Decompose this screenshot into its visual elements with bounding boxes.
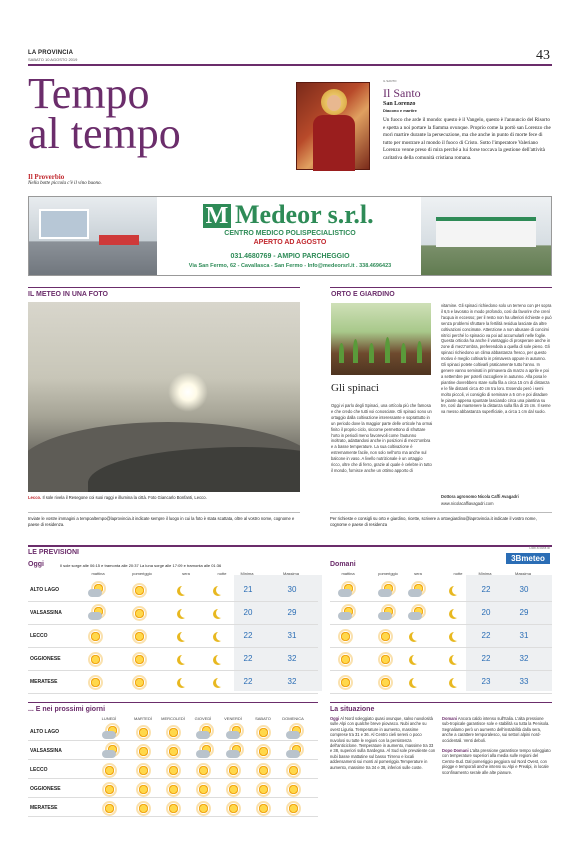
santo-name: San Lorenzo <box>383 101 416 107</box>
prossimi-partly-icon <box>102 725 118 739</box>
meteo-invio-text: Inviate le vostre immagini a tempoaltempo@laprovincia.it indicate sempre il luogo in cui la foto è stata scattata, oltre al vostro nome, cognome e paese di residenza. <box>28 516 295 527</box>
domani-partly-icon <box>338 606 354 620</box>
prossimi-sun-icon <box>286 763 302 777</box>
domani-col-notte: notte <box>453 571 463 576</box>
city-name: VALSASSINA <box>30 748 62 754</box>
issue-date: SABATO 10 AGOSTO 2019 <box>28 57 78 62</box>
domani-moon-icon <box>448 652 464 666</box>
domani-min-temp: 20 <box>481 608 491 617</box>
situazione-rule <box>330 702 552 703</box>
orto-title: Gli spinaci <box>331 382 379 394</box>
prossimi-partly-icon <box>286 725 302 739</box>
prossimi-partly-icon <box>286 744 302 758</box>
prossimi-sun-icon <box>166 725 182 739</box>
oggi-max-temp: 29 <box>287 608 297 617</box>
domani-sun-icon <box>378 675 394 689</box>
prossimi-sun-icon <box>256 782 272 796</box>
city-name: ALTO LAGO <box>30 729 59 735</box>
oggi-min-label: Minima <box>240 571 254 576</box>
oggi-max-temp: 32 <box>287 654 297 663</box>
saint-image <box>296 82 370 170</box>
ad-subtitle: CENTRO MEDICO POLISPECIALISTICO <box>224 230 356 237</box>
city-name: LECCO <box>30 767 48 773</box>
domani-partly-icon <box>408 583 424 597</box>
orto-invio-text: Per richieste e consigli su orto e giardino, ricette, scrivere a ortoegiardino@laprovincia.it indicate il vostro nome, cognome e paese di residenza <box>330 516 537 527</box>
prossimi-sun-icon <box>286 801 302 815</box>
previsioni-heading: LE PREVISIONI <box>28 549 79 556</box>
city-name: OGGIONESE <box>30 656 61 662</box>
orto-column-2: vitamine. Gli spinaci richiedono solo un terreno con pH sopra il 6,5 e lavorato in modo profondo, così da favorire che crenì l'acqua in eccesso; per il resto non ha ulteriori richieste e può senza problemi sfruttare la fertilità residua lasciate da altre coltivazioni concimate. Attenzione a non abusare di concimi nitrici perché lo spinacio va poi ad accumularli nelle foglie. Questa orticola ha anche il vantaggio di prosperare anche in zone di mezz'ombra, preferendola a quella di sole pieno. Gli spinaci richiedono un clima abbastanza fresco, per questo motivo è meglio coltivarlo in primavera oppure in autunno. Gli spinaci potete coltivarli praticamente tutto l'anno. In genere vanno seminati in primavera da marzo a aprile e poi a settembre per poterli raccogliere in autunno. Alla posa le piantine dovrebbero stare sulla fila a circa 15 cm di distanza e le file distanti circa 40 cm tra loro. Essendo però i semi molto piccoli, vi consiglio di seminare a 5 cm e poi diradare le piante appena spuntate lasciando circa una piantina su tre, così da mantenere la distanza sulla fila di 15 cm. Il seme va messo abbastanza superficiale, a circa 1 cm dal suolo. <box>441 303 552 415</box>
domani-moon-icon <box>408 629 424 643</box>
prossimi-sun-icon <box>102 801 118 815</box>
situazione-oggi <box>330 716 436 770</box>
prossimi-sun-icon <box>102 763 118 777</box>
domani-max-temp: 32 <box>519 654 529 663</box>
meteo-photo <box>28 302 300 492</box>
medeor-logo-icon: M <box>203 204 231 228</box>
domani-max-temp: 29 <box>519 608 529 617</box>
domani-moon-icon <box>448 629 464 643</box>
domani-sun-icon <box>338 629 354 643</box>
santo-text: Un fuoco che arde il mondo: questo è il Vangelo, questo è l'annuncio del Risorto e spetta a noi portare la fiamma ovunque. Proprio come la portò san Lorenzo che morì martire durante la persecuzione, ma che anche in punto di morte fece di tutto per mostrare al mondo il fuoco di Cristo. Sotto l'imperatore Valeriano Lorenzo venne preso di mira perché a lui forse toccava la gestione dell'attività caritativa della comunità cristiana romana. <box>383 117 551 161</box>
prossimi-sun-icon <box>136 744 152 758</box>
city-name: OGGIONESE <box>30 786 61 792</box>
proverbio-text: Nella botte piccola c'è il vino buono. <box>28 181 102 186</box>
domani-sun-icon <box>338 675 354 689</box>
domani-sun-icon <box>378 652 394 666</box>
domani-col-pomeriggio: pomeriggio <box>378 571 398 576</box>
meteo-foto-heading: IL METEO IN UNA FOTO <box>28 291 108 298</box>
caption-text: Il sole rivela il Resegone coi suoi raggi e illumina la città. Foto Giancarlo Bonfanti, Lecco. <box>41 495 207 500</box>
domani-col-mattina: mattina <box>341 571 355 576</box>
oggi-heading: Oggi <box>28 561 44 568</box>
header-rule <box>28 64 552 66</box>
domani-max-temp: 30 <box>519 585 529 594</box>
situazione-oggi-text: Al Nord soleggiato quasi ovunque, salvo nuvolosità sulle Alpi con qualche breve piovasco. Nubi anche su ovest Liguria. Temperature in aumento, massime comprese tra 31 e 36. Al Centro cieli sereni o poco nuvolosi su tutte le regioni con la persistenza dell'anticiclone. Temperature in aumento, massime tra 33 e 38, superiori sulla Sardegna. Al Sud sole prevalente con nubi basse mattutine sul basso Tirreno e locali addensamenti sui monti al pomeriggio.Temperature in aumento, massime tra 34 e 38, inferiori sulle coste. <box>330 716 436 770</box>
domani-min-temp: 22 <box>481 654 491 663</box>
prossimi-sun-icon <box>136 782 152 796</box>
prossimi-sun-icon <box>256 763 272 777</box>
domani-min-label: Minima <box>478 571 492 576</box>
prossimi-sun-icon <box>256 725 272 739</box>
prossimi-sun-icon <box>102 782 118 796</box>
day-label: MARTEDÌ <box>134 716 152 721</box>
city-name: MERATESE <box>30 679 58 685</box>
orto-column-1: Oggi vi parlo degli Spinaci, una ortícola più che famosa e che credo che tutti voi conosciate. Gli spinaci sono un ortaggio dalla coltivazione interessante e soprattutto in un periodo dove la maggior parte delle orticole ha ormai finito il proprio ciclo, siccome permettono di sfruttare l'orto in periodi meno favorevoli come l'autunno inoltrato, adattandosi anche in posizioni di mezz'ombra e a basse temperature. La sua coltivazione è estremamente facile, non solo nell'orto ma anche sul balcone in vaso. A livello nutrizionale è un ortaggio ricco, oltre che di ferro, grazie al quale è celebre in tutto il mondo, fornisce anche un ottimo apporto di <box>331 403 433 473</box>
domani-moon-icon <box>448 606 464 620</box>
prossimi-partly-icon <box>196 744 212 758</box>
orto-signature: Dottora agronomo Nicola Caffi Avagadri <box>441 494 519 499</box>
oggi-sun-icon <box>88 629 104 643</box>
domani-moon-icon <box>408 652 424 666</box>
oggi-col-pomeriggio: pomeriggio <box>132 571 152 576</box>
oggi-partly-icon <box>88 583 104 597</box>
domani-partly-icon <box>408 606 424 620</box>
prossimi-sun-icon <box>136 801 152 815</box>
oggi-moon-icon <box>212 606 228 620</box>
prossimi-sun-icon <box>166 801 182 815</box>
prossimi-sun-icon <box>256 801 272 815</box>
situazione-oggi-label: Oggi <box>330 716 340 721</box>
prossimi-sun-icon <box>136 725 152 739</box>
oggi-min-temp: 22 <box>243 631 253 640</box>
prossimi-rule <box>28 702 318 703</box>
oggi-row <box>28 601 318 625</box>
oggi-sun-icon <box>132 629 148 643</box>
oggi-max-temp: 32 <box>287 677 297 686</box>
situazione-dopo-text: L'alta pressione garantisce tempo soleggiato con temperature superiori alla media sulle regioni del Centro-Sud. Dal pomeriggio peggiora sul Nord Ovest, con piogge e temporali anche intensi su Alpi e Prealpi, in locale sconfinamento serale alle alte pianure. <box>442 748 551 775</box>
prossimi-sun-icon <box>226 782 242 796</box>
ad-brand: Medeor s.r.l. <box>235 200 374 229</box>
oggi-col-mattina: mattina <box>91 571 105 576</box>
oggi-row <box>28 670 318 694</box>
day-label: LUNEDÌ <box>101 716 117 721</box>
dati-label: Dati a cura di <box>529 546 550 550</box>
page-title <box>28 69 181 158</box>
oggi-moon-icon <box>212 675 228 689</box>
oggi-max-label: Massima <box>282 571 299 576</box>
oggi-sun-icon <box>132 606 148 620</box>
day-label: DOMENICA <box>282 716 304 721</box>
oggi-moon-icon <box>212 629 228 643</box>
domani-min-temp: 22 <box>481 585 491 594</box>
meteo-foto-rule <box>28 287 300 288</box>
oggi-col-sera: sera <box>182 571 190 576</box>
domani-heading: Domani <box>330 561 356 568</box>
prossimi-partly-icon <box>196 725 212 739</box>
spinach-photo <box>331 303 431 375</box>
oggi-max-temp: 30 <box>287 585 297 594</box>
oggi-moon-icon <box>176 606 192 620</box>
prossimi-sun-icon <box>256 744 272 758</box>
city-name: MERATESE <box>30 805 58 811</box>
situazione-dopo-label: Dopo Domani <box>442 748 469 754</box>
ad-photo-building <box>421 197 551 276</box>
santo-label: IL SANTO <box>383 79 397 83</box>
prossimi-sun-icon <box>136 763 152 777</box>
prossimi-partly-icon <box>226 725 242 739</box>
situazione-domani <box>442 716 552 775</box>
orto-rule <box>330 287 552 288</box>
domani-sun-icon <box>338 652 354 666</box>
oggi-moon-icon <box>176 675 192 689</box>
city-name: VALSASSINA <box>30 610 62 616</box>
domani-max-label: Massima <box>514 571 531 576</box>
oggi-min-temp: 22 <box>243 677 253 686</box>
prossimi-sun-icon <box>196 782 212 796</box>
day-label: GIOVEDÌ <box>194 716 212 721</box>
day-label: MERCOLEDÌ <box>161 716 185 721</box>
title-line-1: Tempo <box>28 69 150 118</box>
invio-rule <box>28 512 300 513</box>
prossimi-sun-icon <box>196 801 212 815</box>
oggi-sun-icon <box>132 583 148 597</box>
prossimi-sun-icon <box>166 763 182 777</box>
orto-heading: ORTO E GIARDINO <box>331 291 395 298</box>
oggi-moon-icon <box>176 652 192 666</box>
oggi-moon-icon <box>176 583 192 597</box>
oggi-min-temp: 21 <box>243 585 253 594</box>
sun-moon-info: Il sole sorge alle 06:15 e tramonta alle 20:37 La luna sorge alle 17:09 e tramonta alle 01:36 <box>60 563 222 568</box>
situazione-heading: La situazione <box>330 706 375 713</box>
oggi-moon-icon <box>176 629 192 643</box>
oggi-partly-icon <box>88 606 104 620</box>
domani-min-temp: 23 <box>481 677 491 686</box>
oggi-min-temp: 22 <box>243 654 253 663</box>
domani-moon-icon <box>408 675 424 689</box>
photo-caption <box>28 495 300 500</box>
proverbio-heading: Il Proverbio <box>28 173 65 181</box>
domani-max-temp: 33 <box>519 677 529 686</box>
prossimi-sun-icon <box>226 801 242 815</box>
domani-col-sera: sera <box>414 571 422 576</box>
ad-open: APERTO AD AGOSTO <box>253 239 327 246</box>
situazione-domani-label: Domani <box>442 716 458 721</box>
oggi-moon-icon <box>212 652 228 666</box>
city-name: LECCO <box>30 633 48 639</box>
santo-heading: Il Santo <box>383 86 421 100</box>
ad-photo-office <box>29 197 157 276</box>
prossimi-partly-icon <box>102 744 118 758</box>
prossimi-partly-icon <box>226 744 242 758</box>
oggi-sun-icon <box>88 652 104 666</box>
medeor-advertisement[interactable] <box>28 196 552 276</box>
oggi-row <box>28 624 318 648</box>
oggi-sun-icon <box>88 675 104 689</box>
ad-phone: 031.4680769 - AMPIO PARCHEGGIO <box>230 253 350 260</box>
oggi-row <box>28 647 318 671</box>
santo-subtitle: Diacono e martire <box>383 108 417 113</box>
oggi-col-notte: notte <box>217 571 227 576</box>
domani-partly-icon <box>338 583 354 597</box>
orto-invio-rule <box>330 512 552 513</box>
orto-site[interactable]: www.nicolacaffiavagadri.com <box>441 501 494 506</box>
page-number: 43 <box>536 48 550 63</box>
domani-min-temp: 22 <box>481 631 491 640</box>
prossimi-sun-icon <box>196 763 212 777</box>
prossimi-sun-icon <box>226 763 242 777</box>
3bmeteo-logo: 3Bmeteo <box>506 553 550 564</box>
domani-partly-icon <box>378 583 394 597</box>
oggi-sun-icon <box>132 652 148 666</box>
ad-address: Via San Fermo, 62 - Cavallasca - San Fermo - Info@medeorsrl.it . 338.4696423 <box>188 263 392 269</box>
caption-place: Lecco. <box>28 495 42 500</box>
oggi-moon-icon <box>212 583 228 597</box>
prossimi-sun-icon <box>166 782 182 796</box>
oggi-row <box>28 578 318 602</box>
prossimi-heading: ... E nei prossimi giorni <box>28 706 106 713</box>
prossimi-sun-icon <box>166 744 182 758</box>
domani-sun-icon <box>378 629 394 643</box>
day-label: SABATO <box>255 716 271 721</box>
oggi-min-temp: 20 <box>243 608 253 617</box>
day-label: VENERDÌ <box>224 716 242 721</box>
domani-partly-icon <box>378 606 394 620</box>
oggi-sun-icon <box>132 675 148 689</box>
masthead: LA PROVINCIA <box>28 50 74 56</box>
city-name: ALTO LAGO <box>30 587 59 593</box>
previsioni-rule <box>28 545 552 547</box>
title-line-2: al tempo <box>28 109 181 158</box>
prossimi-sun-icon <box>286 782 302 796</box>
domani-moon-icon <box>448 583 464 597</box>
situazione-domani-text: Ancora caldo intenso sull'Italia. L'alta pressione sub-tropicale garantisce sole e stabilità su tutta la Penisola. Segnaliamo però un aumento dell'instabilità dalla sera, anche a carattere temporalesco, sui settori alpini nord-occidentali. Venti deboli. <box>442 716 550 743</box>
domani-max-temp: 31 <box>519 631 529 640</box>
oggi-max-temp: 31 <box>287 631 297 640</box>
domani-moon-icon <box>448 675 464 689</box>
